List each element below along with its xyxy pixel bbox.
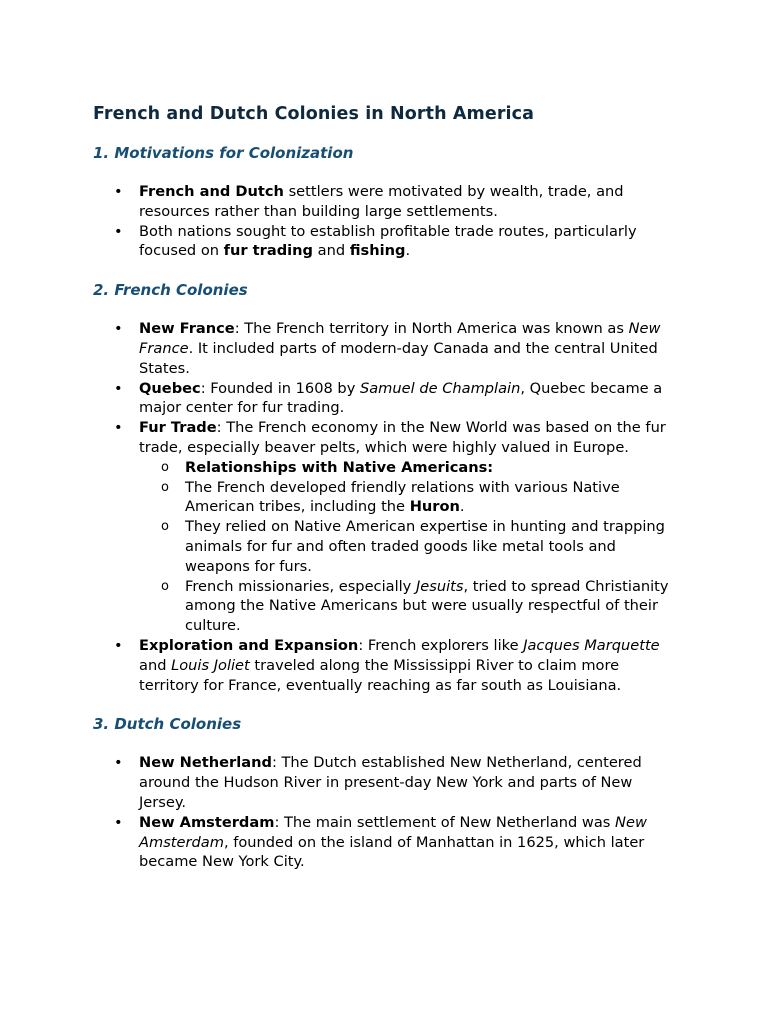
- text-run: .: [459, 498, 465, 516]
- italic-text: Samuel de Champlain: [359, 379, 521, 397]
- sub-list-item: [138, 458, 683, 478]
- list-item: [93, 418, 683, 636]
- list-item: [93, 379, 683, 419]
- bullet-icon: •: [114, 320, 123, 338]
- list-item-text: [139, 814, 647, 871]
- list-item-text: [139, 320, 660, 377]
- text-run: : The French territory in North America was known as: [234, 320, 629, 338]
- list-item: [93, 182, 683, 222]
- sub-bullet-list-native-relations: [139, 458, 683, 636]
- list-item-text: [139, 637, 660, 694]
- bold-text: Relationships with Native Americans:: [185, 458, 494, 476]
- sub-list-item: [138, 517, 683, 576]
- list-item-text: [139, 754, 642, 811]
- bold-text: French and Dutch: [139, 183, 284, 200]
- bullet-list-french-colonies: [93, 319, 683, 695]
- text-run: : French explorers like: [358, 636, 524, 654]
- circle-bullet-icon: o: [161, 519, 169, 535]
- bold-text: New Netherland: [139, 754, 272, 772]
- list-item-text: [139, 419, 666, 456]
- text-run: : The Dutch established New Netherland, centered around the Hudson River in present-day New York and parts of New Jersey.: [139, 754, 642, 811]
- text-run: : The French economy in the New World was based on the fur trade, especially beaver pelts, which were highly valued in Europe.: [139, 419, 666, 456]
- bold-text: fur trading: [223, 242, 313, 260]
- text-run: : Founded in 1608 by: [200, 379, 360, 397]
- circle-bullet-icon: o: [161, 578, 169, 594]
- sub-list-item-text: [185, 459, 493, 476]
- list-item: [93, 636, 683, 695]
- bullet-icon: •: [114, 379, 123, 397]
- text-run: , founded on the island of Manhattan in 1625, which later became New York City.: [139, 833, 645, 871]
- text-run: .: [405, 242, 411, 260]
- italic-text: Louis Joliet: [171, 656, 250, 674]
- bold-text: fishing: [349, 242, 406, 260]
- list-item-text: [139, 183, 624, 220]
- list-item: [93, 319, 683, 378]
- text-run: French missionaries, especially: [185, 577, 416, 595]
- text-run: , tried to spread Christianity among the Native Americans but were usually respectful of their culture.: [185, 577, 669, 635]
- bullet-icon: •: [114, 636, 123, 654]
- circle-bullet-icon: o: [161, 479, 169, 495]
- text-run: traveled along the Mississippi River to claim more territory for France, eventually reaching as far south as Louisiana.: [139, 656, 622, 694]
- sub-list-item: [138, 478, 683, 518]
- section-heading-french-colonies: 2. French Colonies: [93, 281, 248, 300]
- list-item: [93, 753, 683, 812]
- list-item: [93, 222, 683, 262]
- bullet-icon: •: [114, 183, 123, 200]
- text-run: . It included parts of modern-day Canada and the central United States.: [139, 339, 658, 377]
- bullet-icon: •: [114, 813, 123, 831]
- section-heading-motivations: 1. Motivations for Colonization: [93, 144, 354, 162]
- text-run: They relied on Native American expertise in hunting and trapping animals for fur and often traded goods like metal tools and weapons for furs.: [185, 518, 665, 575]
- text-run: settlers were motivated by wealth, trade, and resources rather than building large settlements.: [139, 183, 624, 220]
- list-item-text: [139, 380, 662, 417]
- text-run: and: [312, 242, 350, 260]
- bold-text: New Amsterdam: [139, 813, 275, 831]
- list-item: [93, 813, 683, 872]
- text-run: : The main settlement of New Netherland was: [274, 813, 616, 831]
- bullet-icon: •: [114, 222, 123, 240]
- text-run: Both nations sought to establish profitable trade routes, particularly focused on: [139, 222, 637, 260]
- text-run: , Quebec became a major center for fur trading.: [139, 379, 663, 417]
- bold-text: Fur Trade: [139, 419, 217, 437]
- section-heading-dutch-colonies: 3. Dutch Colonies: [93, 715, 242, 734]
- circle-bullet-icon: o: [161, 459, 169, 475]
- bold-text: New France: [139, 320, 235, 338]
- italic-text: Jesuits: [415, 577, 464, 595]
- bold-text: Exploration and Expansion: [139, 636, 359, 654]
- italic-text: New France: [139, 320, 661, 357]
- bullet-list-dutch-colonies: [93, 753, 683, 872]
- bullet-icon: •: [114, 419, 123, 437]
- sub-list-item: [138, 577, 683, 636]
- document-title: French and Dutch Colonies in North America: [93, 104, 535, 124]
- italic-text: Jacques Marquette: [523, 636, 660, 654]
- document-page: [93, 102, 683, 872]
- sub-list-item-text: [185, 479, 620, 516]
- list-item-text: [139, 223, 637, 260]
- bold-text: Quebec: [139, 379, 201, 397]
- text-run: The French developed friendly relations with various Native American tribes, including the: [185, 478, 620, 516]
- text-run: and: [139, 656, 172, 674]
- sub-list-item-text: [185, 518, 665, 575]
- italic-text: New Amsterdam: [139, 813, 647, 851]
- sub-list-item-text: [185, 578, 669, 635]
- bullet-icon: •: [114, 754, 123, 772]
- bullet-list-motivations: [93, 182, 683, 261]
- bold-text: Huron: [409, 498, 460, 516]
